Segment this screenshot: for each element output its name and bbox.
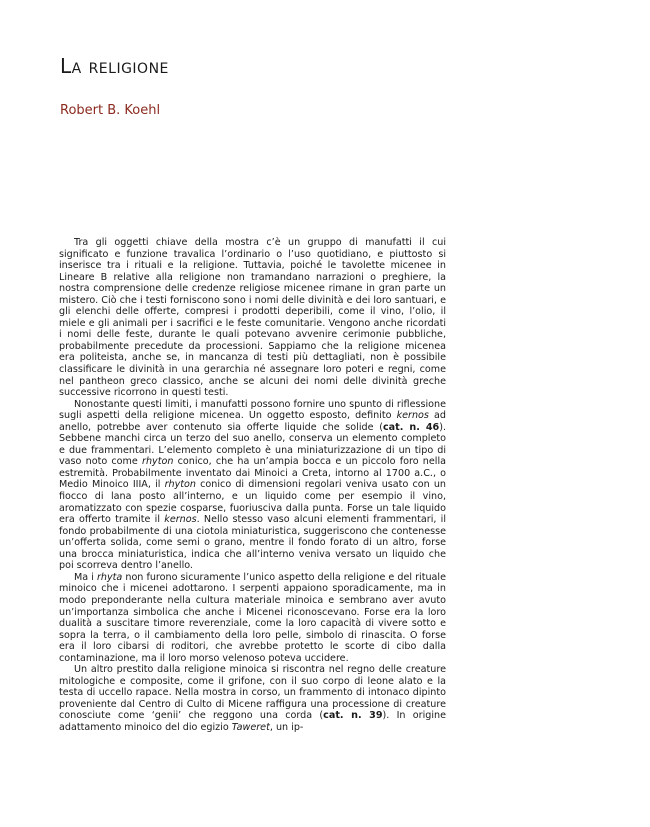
term-rhyton: rhyton: [164, 479, 196, 491]
article-body: [59, 237, 446, 734]
paragraph-2: Nonostante questi limiti, i manufatti possono fornire uno spunto di riflessione sugli aspetti della religione micenea. Un oggetto esposto, definito kernos ad anello, potrebbe aver contenuto sia offerte liquide che solide (cat. n. 46). Sebbene manchi circa un terzo del suo anello, conserva un elemento completo e due frammentari. L’elemento completo è una miniaturizzazione di un tipo di vaso noto come rhyton conico, che ha un’ampia bocca e un piccolo foro nella estremità. Probabilmente inventato dai Minoici a Creta, intorno al 1700 a.C., o Medio Minoico IIIA, il rhyton conico di dimensioni regolari veniva usato con un fiocco di lana posto all’interno, e un liquido come per esempio il vino, aromatizzato con spezie cosparse, fuoriusciva dalla punta. Forse un tale liquido era offerto tramite il kernos. Nello stesso vaso alcuni elementi frammentari, il fondo probabilmente di una ciotola miniaturistica, suggeriscono che contenesse un’offerta solida, come semi o grano, mentre il fondo forato di un altro, forse una brocca miniaturistica, indica che all’interno veniva versato un liquido che poi scorreva dentro l’anello.: [59, 398, 447, 572]
author-name: Robert B. Koehl: [60, 103, 161, 118]
catalog-reference: cat. n. 46: [382, 421, 440, 433]
catalog-reference: cat. n. 39: [323, 710, 383, 722]
term-kernos: kernos: [164, 514, 197, 526]
term-rhyta: rhyta: [96, 571, 123, 583]
term-rhyton: rhyton: [142, 456, 174, 468]
page-title: La religione: [60, 54, 169, 78]
paragraph-4: Un altro prestito dalla religione minoica si riscontra nel regno delle creature mitologiche e composite, come il grifone, con il suo corpo di leone alato e la testa di uccello rapace. Nella mostra in corso, un frammento di intonaco dipinto proveniente dal Centro di Culto di Micene raffigura una processione di creature conosciute come ‘genii’ che reggono una corda (cat. n. 39). In origine adattamento minoico del dio egizio Taweret, un ip-: [59, 664, 446, 733]
term-taweret: Taweret: [231, 721, 270, 733]
paragraph-1: Tra gli oggetti chiave della mostra c’è un gruppo di manufatti il cui significato e funzione travalica l’ordinario o l’uso quotidiano, e piuttosto si inserisce tra i rituali e la religione. Tuttavia, poiché le tavolette micenee in Lineare B relative alla religione non tramandano narrazioni o preghiere, la nostra comprensione delle credenze religiose micenee rimane in gran parte un mistero. Ciò che i testi forniscono sono i nomi delle divinità e dei loro santuari, e gli elenchi delle offerte, compresi i prodotti deperibili, come il vino, l’olio, il miele e gli animali per i sacrifici e le feste comunitarie. Vengono anche ricordati i nomi delle feste, durante le quali potevano avvenire cerimonie pubbliche, probabilmente precedute da processioni. Sappiamo che la religione micenea era politeista, anche se, in mancanza di testi più dettagliati, non è possibile classificare le divinità in una gerarchia né assegnare loro poteri e regni, come nel pantheon greco classico, anche se alcuni dei nomi delle divinità greche successive ricorrono in questi testi.: [59, 237, 446, 399]
term-kernos: kernos: [396, 410, 429, 422]
paragraph-3: Ma i rhyta non furono sicuramente l’unico aspetto della religione e del rituale minoico che i micenei adottarono. I serpenti appaiono sporadicamente, ma in modo preponderante nella cultura materiale minoica e sembrano aver avuto un’importanza simbolica che anche i Micenei riconoscevano. Forse era la loro dualità a suscitare timore reverenziale, come la loro capacità di vivere sotto e sopra la terra, o il cambiamento della loro pelle, simbolo di rinascita. O forse era il loro cibarsi di roditori, che avrebbe protetto le scorte di cibo dalla contaminazione, ma il loro morso velenoso poteva uccidere.: [59, 571, 446, 664]
